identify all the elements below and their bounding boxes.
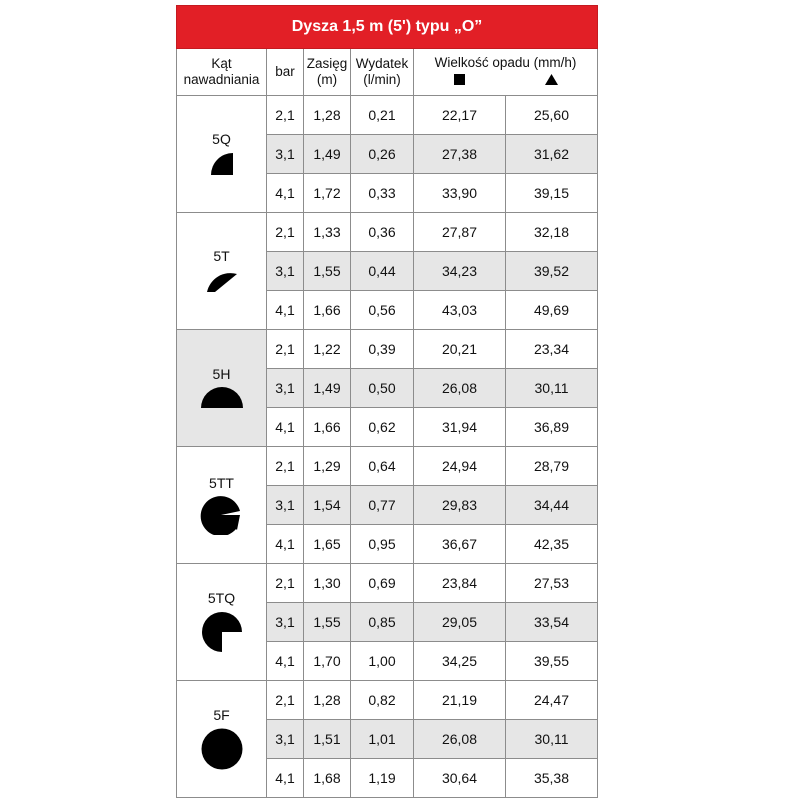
range-header-line1: Zasięg [306,56,348,71]
range-cell: 1,68 [304,759,351,798]
angle-label: 5T [213,248,230,264]
range-cell: 1,28 [304,681,351,720]
precip-triangle-cell: 39,52 [506,252,598,291]
precip-triangle-cell: 33,54 [506,603,598,642]
range-cell: 1,55 [304,252,351,291]
flow-cell: 0,85 [351,603,414,642]
flow-cell: 0,62 [351,408,414,447]
precip-square-cell: 23,84 [414,564,506,603]
bar-cell: 3,1 [267,603,304,642]
precip-square-cell: 29,05 [414,603,506,642]
flow-cell: 0,36 [351,213,414,252]
flow-cell: 0,64 [351,447,414,486]
range-cell: 1,33 [304,213,351,252]
precip-square-cell: 34,23 [414,252,506,291]
precip-square-cell: 24,94 [414,447,506,486]
precip-square-cell: 34,25 [414,642,506,681]
range-cell: 1,22 [304,330,351,369]
precip-triangle-cell: 34,44 [506,486,598,525]
square-symbol-cell [414,71,506,85]
range-cell: 1,49 [304,135,351,174]
table-row [177,213,598,252]
precip-triangle-cell: 25,60 [506,96,598,135]
angle-cell [177,213,267,330]
angle-label: 5Q [212,131,231,147]
bar-cell: 2,1 [267,330,304,369]
bar-cell: 2,1 [267,96,304,135]
precip-triangle-cell: 42,35 [506,525,598,564]
bar-cell: 3,1 [267,135,304,174]
precip-triangle-cell: 32,18 [506,213,598,252]
quarter-circle-icon [177,151,266,177]
flow-header-line2: (l/min) [363,72,401,87]
precip-square-cell: 27,38 [414,135,506,174]
range-cell: 1,70 [304,642,351,681]
flow-cell: 0,56 [351,291,414,330]
nozzle-table [176,5,598,798]
full-circle-icon [177,727,266,771]
angle-label: 5F [213,707,230,723]
range-cell: 1,30 [304,564,351,603]
precip-triangle-cell: 30,11 [506,369,598,408]
precip-square-cell: 21,19 [414,681,506,720]
table-row [177,330,598,369]
flow-cell: 1,01 [351,720,414,759]
flow-cell: 0,44 [351,252,414,291]
angle-label: 5H [212,366,231,382]
table-row [177,96,598,135]
precip-square-cell: 36,67 [414,525,506,564]
precip-triangle-cell: 31,62 [506,135,598,174]
flow-cell: 0,26 [351,135,414,174]
precip-triangle-cell: 36,89 [506,408,598,447]
three-quarter-circle-icon [177,610,266,654]
range-cell: 1,72 [304,174,351,213]
angle-cell [177,681,267,798]
triangle-icon [545,74,558,85]
bar-cell: 4,1 [267,291,304,330]
bar-cell: 2,1 [267,564,304,603]
angle-label: 5TQ [207,590,236,606]
bar-cell: 2,1 [267,681,304,720]
angle-cell [177,564,267,681]
precip-square-cell: 22,17 [414,96,506,135]
precip-triangle-cell: 39,15 [506,174,598,213]
table-row [177,564,598,603]
precip-triangle-cell: 27,53 [506,564,598,603]
precip-square-cell: 29,83 [414,486,506,525]
precip-header-label: Wielkość opadu (mm/h) [434,55,577,70]
range-cell: 1,66 [304,408,351,447]
flow-header-line1: Wydatek [355,56,409,71]
precip-square-cell: 30,64 [414,759,506,798]
precip-triangle-cell: 30,11 [506,720,598,759]
bar-cell: 4,1 [267,759,304,798]
range-cell: 1,51 [304,720,351,759]
bar-cell: 2,1 [267,213,304,252]
precip-triangle-cell: 28,79 [506,447,598,486]
bar-header: bar [267,49,304,96]
bar-cell: 4,1 [267,525,304,564]
table-title: Dysza 1,5 m (5') typu „O” [177,6,598,49]
bar-cell: 3,1 [267,252,304,291]
flow-cell: 0,33 [351,174,414,213]
angle-header-line2: nawadniania [183,72,260,87]
flow-cell: 0,50 [351,369,414,408]
angle-cell [177,96,267,213]
table-row [177,681,598,720]
range-cell: 1,55 [304,603,351,642]
range-header [304,49,351,96]
precip-triangle-cell: 24,47 [506,681,598,720]
bar-cell: 3,1 [267,369,304,408]
precip-square-cell: 27,87 [414,213,506,252]
flow-cell: 0,95 [351,525,414,564]
half-circle-icon [177,386,266,410]
range-header-line2: (m) [316,72,338,87]
triangle-symbol-cell [506,71,598,85]
range-cell: 1,66 [304,291,351,330]
table-body [177,96,598,798]
precip-square-cell: 31,94 [414,408,506,447]
angle-label: 5TT [209,475,234,491]
flow-cell: 0,69 [351,564,414,603]
angle-header-line1: Kąt [211,56,232,71]
range-cell: 1,54 [304,486,351,525]
angle-cell [177,447,267,564]
bar-cell: 3,1 [267,486,304,525]
two-thirds-circle-icon [177,495,266,535]
bar-cell: 4,1 [267,408,304,447]
precip-triangle-cell: 49,69 [506,291,598,330]
bar-cell: 3,1 [267,720,304,759]
precip-triangle-cell: 23,34 [506,330,598,369]
square-icon [454,74,465,85]
range-cell: 1,29 [304,447,351,486]
table-row [177,447,598,486]
flow-header [351,49,414,96]
flow-cell: 0,82 [351,681,414,720]
bar-cell: 4,1 [267,174,304,213]
precip-triangle-cell: 39,55 [506,642,598,681]
flow-cell: 1,19 [351,759,414,798]
bar-cell: 4,1 [267,642,304,681]
flow-cell: 0,77 [351,486,414,525]
precip-square-cell: 43,03 [414,291,506,330]
range-cell: 1,65 [304,525,351,564]
bar-cell: 2,1 [267,447,304,486]
flow-cell: 0,39 [351,330,414,369]
flow-cell: 0,21 [351,96,414,135]
precip-header [414,49,598,96]
flow-cell: 1,00 [351,642,414,681]
precip-square-cell: 26,08 [414,369,506,408]
precip-square-cell: 26,08 [414,720,506,759]
precip-square-cell: 33,90 [414,174,506,213]
range-cell: 1,28 [304,96,351,135]
precip-square-cell: 20,21 [414,330,506,369]
angle-cell [177,330,267,447]
range-cell: 1,49 [304,369,351,408]
angle-header [177,49,267,96]
precip-triangle-cell: 35,38 [506,759,598,798]
third-circle-icon [177,268,266,294]
